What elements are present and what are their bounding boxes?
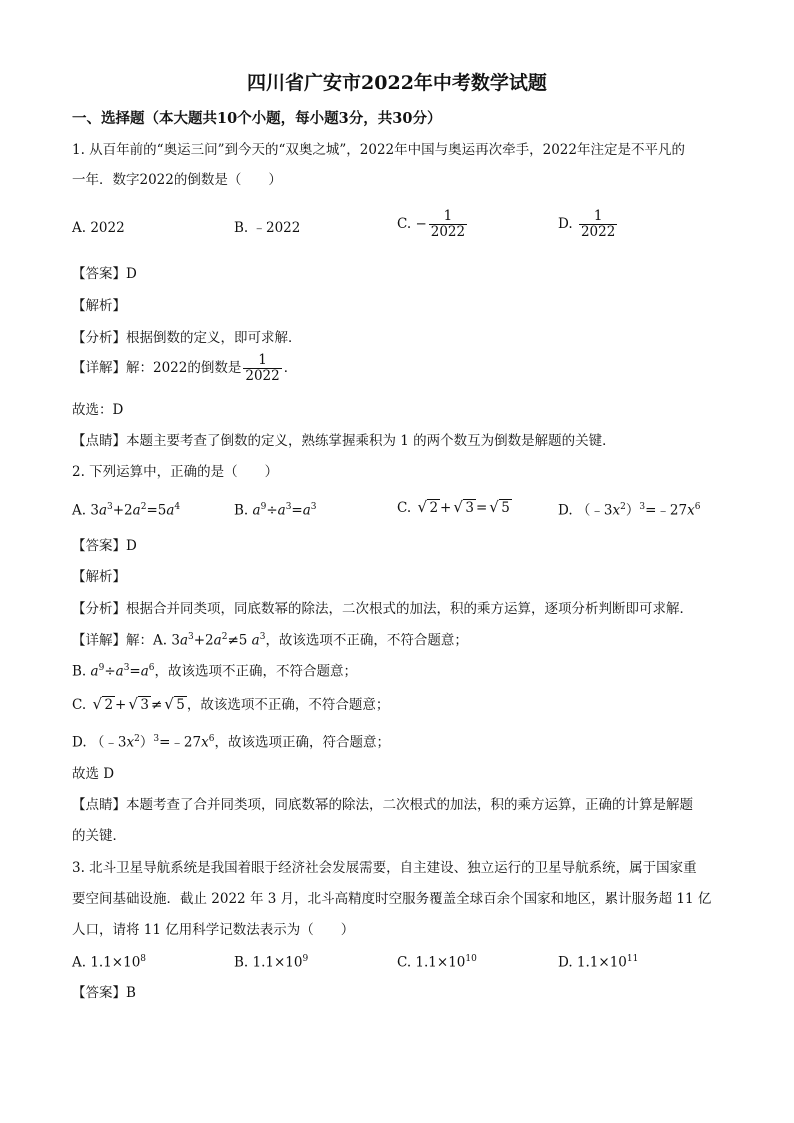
q3-option-d	[558, 954, 638, 971]
q3-option-a	[72, 954, 146, 971]
section-heading: 一、选择题（本大题共10个小题，每小题3分，共30分）	[72, 110, 442, 127]
radicand: 5	[176, 697, 185, 713]
q2-detail-text: 【详解】解：A.	[72, 632, 168, 649]
q2-detail-a: 【详解】解：A. $3a^3+2a^2\ne 5$ $a^3$，故该选项不正确，不符合题意；	[72, 632, 468, 649]
q1-option-d-label: D.	[558, 215, 573, 232]
fraction-denominator: 2022	[580, 223, 616, 240]
fraction-denominator: 2022	[245, 367, 280, 384]
q1-analysis: 【分析】根据倒数的定义，即可求解．	[72, 330, 302, 346]
radicand: 3	[140, 697, 149, 713]
q2-detail-b: B. $a^9\div a^3=a^6$，故该选项不正确，不符合题意；	[72, 663, 358, 680]
fraction-numerator: 1	[593, 208, 603, 224]
q3-option-a-exponent: 8	[140, 954, 147, 964]
q3-option-b-base: B. 1.1×10	[234, 954, 303, 971]
q2-option-b-label: B.	[234, 502, 249, 519]
q3-option-d-exponent: 11	[626, 954, 639, 964]
q2-detail-d-text: ，故该选项正确，符合题意；	[214, 734, 390, 751]
q3-option-c-exponent: 10	[465, 954, 477, 964]
page-title: 四川省广安市2022年中考数学试题	[247, 72, 547, 94]
q2-analysis-heading: 【解析】	[72, 569, 126, 585]
q1-option-c	[397, 209, 469, 240]
q1-choose: 故选：D	[72, 402, 124, 418]
radicand: 3	[465, 500, 474, 516]
q2-answer: 【答案】D	[72, 538, 137, 554]
q3-option-d-base: D. 1.1×10	[558, 954, 627, 971]
q1-option-c-sign: −	[415, 215, 427, 232]
q1-answer: 【答案】D	[72, 266, 137, 282]
q2-analysis: 【分析】根据合并同类项，同底数幂的除法，二次根式的加法，积的乘方运算，逐项分析判断即可求解．	[72, 601, 693, 617]
sqrt-symbol	[164, 697, 187, 713]
fraction-numerator: 1	[443, 208, 453, 224]
q1-option-c-label: C.	[397, 215, 412, 232]
q1-option-b: B. ﹣2022	[234, 220, 301, 236]
sqrt-symbol	[128, 697, 151, 713]
radicand: 2	[104, 697, 114, 713]
q2-comment-line2: 的关键．	[72, 828, 126, 844]
q1-detail	[72, 353, 297, 384]
sqrt-symbol	[489, 500, 512, 516]
q3-option-a-base: A. 1.1×10	[72, 954, 141, 971]
q1-stem-line1: 1. 从百年前的“奥运三问”到今天的“双奥之城”，2022年中国与奥运再次牵手，2022年注定是不平凡的	[72, 142, 685, 158]
sqrt-symbol	[453, 500, 476, 516]
q1-detail-fraction	[243, 353, 281, 384]
q1-stem-line2: 一年．数字2022的倒数是（ ）	[72, 172, 282, 188]
q1-detail-end: ．	[283, 359, 298, 376]
q1-option-d-fraction	[579, 209, 617, 240]
q2-option-b: B. $a^9\div a^3=a^3$	[234, 502, 317, 519]
q3-stem-line3: 人口，请将 11 亿用科学记数法表示为（ ）	[72, 922, 355, 938]
q3-stem-line1: 3. 北斗卫星导航系统是我国着眼于经济社会发展需要，自主建设、独立运行的卫星导航系统，属于国家重	[72, 860, 697, 876]
q1-comment: 【点睛】本题主要考查了倒数的定义，熟练掌握乘积为 1 的两个数互为倒数是解题的关键．	[72, 433, 616, 449]
q2-option-d: D. $(﹣3x^2)^3=﹣27x^6$	[558, 502, 701, 519]
q2-option-c: C. √ 2 +√ 3 =√ 5	[397, 500, 512, 516]
q2-option-a: A. $3a^3+2a^2=5a^4$	[72, 502, 181, 519]
q3-option-c-base: C. 1.1×10	[397, 954, 466, 971]
q2-detail-a-text: ，故该选项不正确，不符合题意；	[265, 632, 468, 649]
q2-detail-c-text: ，故该选项不正确，不符合题意；	[186, 697, 390, 713]
q2-detail-d: D. $(﹣3x^2)^3=﹣27x^6$，故该选项正确，符合题意；	[72, 734, 390, 751]
sqrt-symbol	[92, 697, 115, 713]
q2-option-d-label: D.	[558, 502, 573, 519]
q2-comment-line1: 【点睛】本题考查了合并同类项，同底数幂的除法，二次根式的加法，积的乘方运算，正确的计算是解题	[72, 797, 693, 813]
fraction-denominator: 2022	[430, 223, 466, 240]
q2-option-c-label: C.	[397, 500, 412, 516]
q2-stem: 2. 下列运算中，正确的是（ ）	[72, 464, 279, 480]
q2-detail-b-text: ，故该选项不正确，不符合题意；	[154, 663, 358, 680]
q3-answer: 【答案】B	[72, 985, 136, 1001]
q2-detail-c: C. √ 2 +√ 3 ≠√ 5 ，故该选项不正确，不符合题意；	[72, 697, 389, 713]
q1-option-d	[558, 209, 619, 240]
q1-detail-text: 【详解】解：2022的倒数是	[72, 359, 242, 376]
q3-option-c	[397, 954, 477, 971]
q2-option-a-label: A.	[72, 502, 87, 519]
q3-option-b	[234, 954, 308, 971]
q1-option-a: A. 2022	[72, 220, 125, 236]
radicand: 5	[501, 500, 510, 516]
radicand: 2	[429, 500, 439, 516]
q3-option-b-exponent: 9	[302, 954, 309, 964]
q1-option-c-fraction	[429, 209, 467, 240]
sqrt-symbol	[417, 500, 440, 516]
q2-choose: 故选 D	[72, 766, 115, 782]
q3-stem-line2: 要空间基础设施．截止 2022 年 3 月，北斗高精度时空服务覆盖全球百余个国家和地区，累计服务超 11 亿	[72, 891, 712, 907]
fraction-numerator: 1	[258, 352, 267, 368]
q1-analysis-heading: 【解析】	[72, 298, 126, 314]
